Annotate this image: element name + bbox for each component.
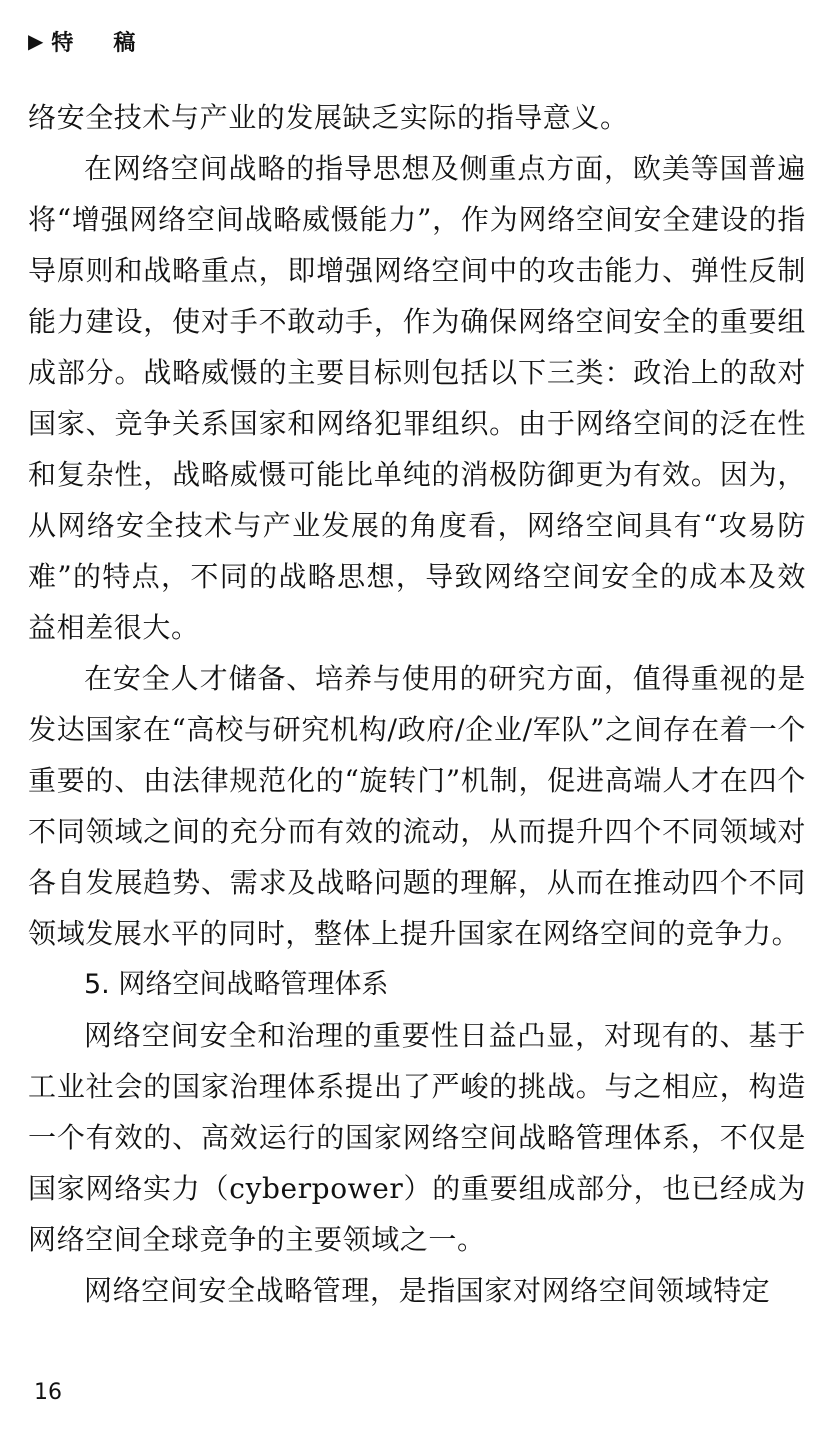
- paragraph-strategy-deterrence: 在网络空间战略的指导思想及侧重点方面，欧美等国普遍将“增强网络空间战略威慑能力”，作为网络空间安全建设的指导原则和战略重点，即增强网络空间中的攻击能力、弹性反制能力建设，使对手不敢动手，作为确保网络空间安全的重要组成部分。战略威慑的主要目标则包括以下三类：政治上的敌对国家、竞争关系国家和网络犯罪组织。由于网络空间的泛在性和复杂性，战略威慑可能比单纯的消极防御更为有效。因为，从网络安全技术与产业发展的角度看，网络空间具有“攻易防难”的特点，不同的战略思想，导致网络空间安全的成本及效益相差很大。: [28, 152, 806, 644]
- paragraph-continuation: 络安全技术与产业的发展缺乏实际的指导意义。: [28, 101, 629, 134]
- paragraph-strategic-management: 网络空间安全战略管理，是指国家对网络空间领域特定: [84, 1274, 771, 1307]
- paragraph-talent-revolving-door: 在安全人才储备、培养与使用的研究方面，值得重视的是发达国家在“高校与研究机构/政府/企业/军队”之间存在着一个重要的、由法律规范化的“旋转门”机制，促进高端人才在四个不同领域之间的充分而有效的流动，从而提升四个不同领域对各自发展趋势、需求及战略问题的理解，从而在推动四个不同领域发展水平的同时，整体上提升国家在网络空间的竞争力。: [28, 662, 806, 950]
- running-header: [28, 24, 175, 58]
- article-body: [28, 92, 806, 1316]
- section-heading: 5. 网络空间战略管理体系: [84, 969, 389, 1000]
- paragraph-governance-system: 网络空间安全和治理的重要性日益凸显，对现有的、基于工业社会的国家治理体系提出了严峻的挑战。与之相应，构造一个有效的、高效运行的国家网络空间战略管理体系，不仅是国家网络实力（cyberpower）的重要组成部分，也已经成为网络空间全球竞争的主要领域之一。: [28, 1019, 806, 1256]
- section-label: 特稿: [51, 30, 176, 56]
- page-number: 16: [34, 1380, 62, 1405]
- play-triangle-icon: ▶: [28, 29, 44, 53]
